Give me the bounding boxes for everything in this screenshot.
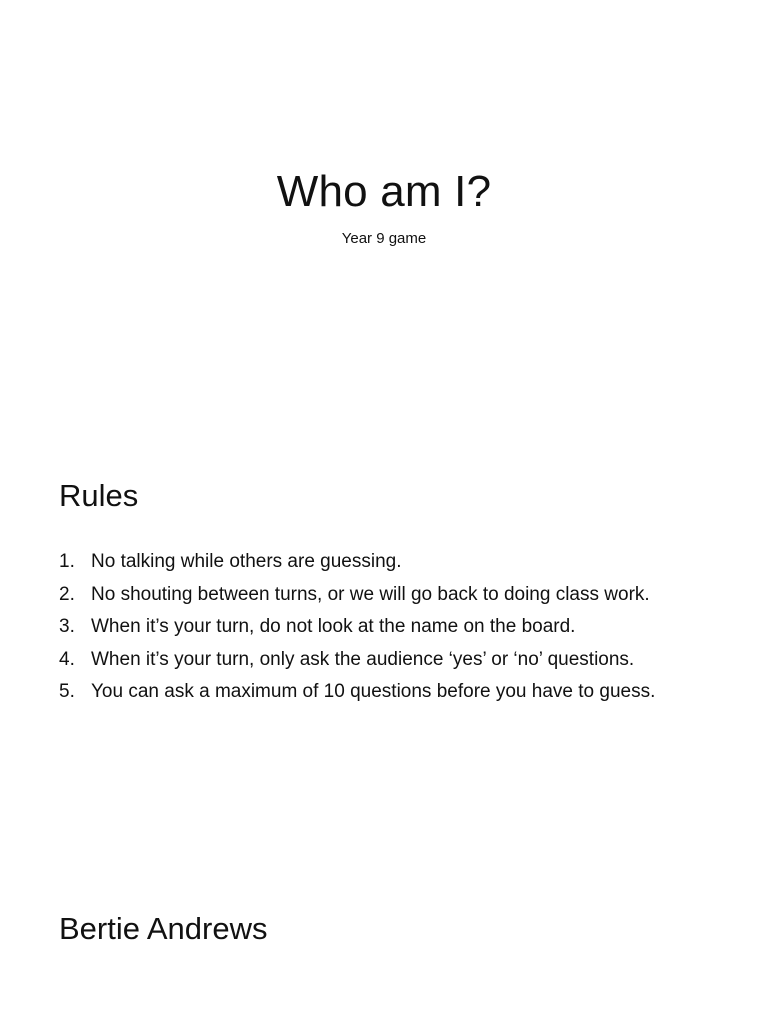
rule-text: No shouting between turns, or we will go back to doing class work. <box>91 583 650 605</box>
slide-title: Who am I? <box>276 167 492 216</box>
rule-item <box>59 611 749 644</box>
rules-list <box>59 546 749 709</box>
name-heading: Bertie Andrews <box>59 911 268 946</box>
rule-item <box>59 676 749 709</box>
rules-slide <box>0 455 768 755</box>
rule-text: When it’s your turn, do not look at the name on the board. <box>91 616 576 637</box>
rule-text: No talking while others are guessing. <box>91 551 402 572</box>
rule-number: 3. <box>59 616 75 637</box>
slide-subtitle: Year 9 game <box>341 230 427 247</box>
rule-item <box>59 579 749 612</box>
rule-text: You can ask a maximum of 10 questions before you have to guess. <box>91 681 656 702</box>
rule-item <box>59 546 749 579</box>
rule-number: 4. <box>59 648 75 670</box>
name-slide <box>0 895 768 1024</box>
rule-number: 5. <box>59 681 75 702</box>
rules-heading: Rules <box>59 478 139 513</box>
rule-item <box>59 644 749 677</box>
rule-number: 1. <box>59 551 75 572</box>
rule-number: 2. <box>59 583 75 605</box>
rule-text: When it’s your turn, only ask the audience ‘yes’ or ‘no’ questions. <box>91 648 635 670</box>
title-slide <box>0 0 768 330</box>
